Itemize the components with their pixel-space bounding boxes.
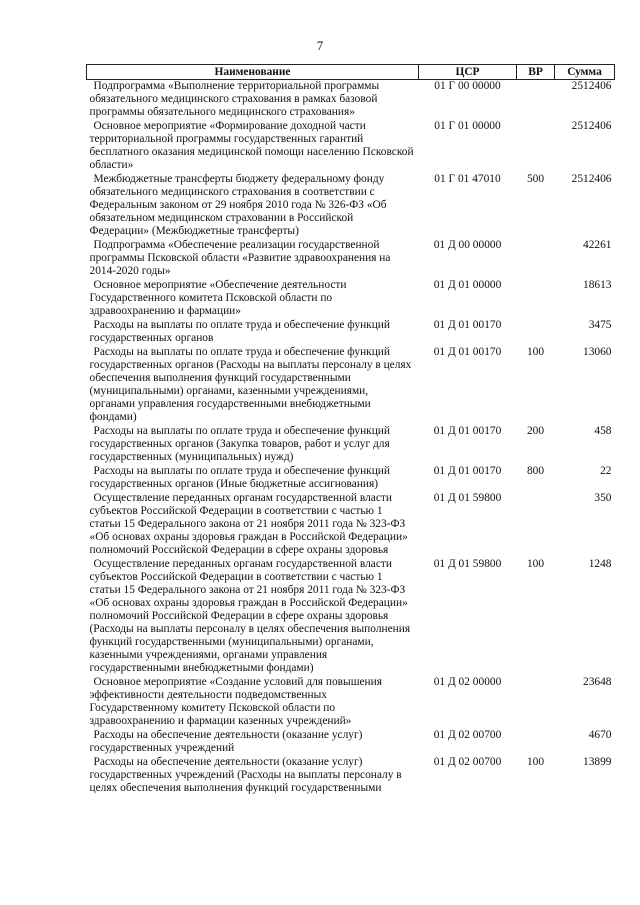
row-csr: 01 Д 01 00170 bbox=[433, 465, 502, 477]
row-csr: 01 Д 01 59800 bbox=[433, 492, 502, 504]
row-name: Основное мероприятие «Формирование доходной части территориальной программы государственных гарантий бесплатного оказания медицинской помощи населению Псковской области» bbox=[89, 120, 414, 171]
row-name: Расходы на обеспечение деятельности (оказание услуг) государственных учреждений (Расходы на выплаты персоналу в целях обеспечения выполнения функций государственными bbox=[89, 756, 402, 794]
row-name: Основное мероприятие «Создание условий для повышения эффективности деятельности подведомственных Государственному комитету Псковской области по здравоохранению и фармации казенных учреждений» bbox=[89, 676, 382, 727]
row-vr: 800 bbox=[526, 465, 545, 477]
table-row bbox=[87, 729, 615, 756]
row-sum: 42261 bbox=[583, 239, 612, 251]
row-name: Подпрограмма «Выполнение территориальной программы обязательного медицинского страхования в рамках базовой программы обязательного медицинского страхования» bbox=[89, 80, 380, 118]
row-sum: 3475 bbox=[588, 319, 612, 331]
row-csr: 01 Д 00 00000 bbox=[433, 239, 502, 251]
row-sum: 2512406 bbox=[571, 173, 612, 185]
table-row bbox=[87, 173, 615, 239]
row-csr: 01 Д 01 00170 bbox=[433, 319, 502, 331]
row-name: Расходы на выплаты по оплате труда и обеспечение функций государственных органов (Иные бюджетные ассигнования) bbox=[89, 465, 390, 490]
row-csr: 01 Д 01 00170 bbox=[433, 425, 502, 437]
row-sum: 1248 bbox=[588, 558, 612, 570]
row-csr: 01 Г 00 00000 bbox=[434, 80, 501, 92]
row-name: Расходы на выплаты по оплате труда и обеспечение функций государственных органов (Расходы на выплаты персоналу в целях обеспечения выполнения функций государственными (муниципальными) органами, казенными учреждениями, органами управления государственными внебюджетными фондами) bbox=[89, 346, 412, 423]
row-vr bbox=[517, 80, 555, 121]
row-vr bbox=[517, 319, 555, 346]
row-vr bbox=[517, 120, 555, 173]
row-vr bbox=[517, 676, 555, 729]
row-name: Межбюджетные трансферты бюджету федеральному фонду обязательного медицинского страхования в соответствии с Федеральным законом от 29 ноября 2010 года № 326-ФЗ «Об обязательном медицинском страховании в Российской Федерации» (Межбюджетные трансферты) bbox=[89, 173, 387, 237]
row-name: Расходы на выплаты по оплате труда и обеспечение функций государственных органов bbox=[89, 319, 390, 344]
row-vr bbox=[517, 279, 555, 319]
row-name: Расходы на выплаты по оплате труда и обеспечение функций государственных органов (Закупка товаров, работ и услуг для государственных (муниципальных) нужд) bbox=[89, 425, 390, 463]
row-sum: 2512406 bbox=[571, 80, 612, 92]
table-row bbox=[87, 492, 615, 558]
row-vr bbox=[517, 239, 555, 279]
row-name: Осуществление переданных органам государственной власти субъектов Российской Федерации в соответствии с частью 1 статьи 15 Федерального закона от 21 ноября 2011 года № 323-ФЗ «Об основах охраны здоровья граждан в Российской Федерации» полномочий Российской Федерации в сфере охраны здоровья bbox=[89, 492, 408, 556]
row-sum: 13899 bbox=[583, 756, 612, 768]
row-csr: 01 Г 01 00000 bbox=[434, 120, 501, 132]
table-row bbox=[87, 239, 615, 279]
row-sum: 350 bbox=[594, 492, 612, 504]
row-sum: 2512406 bbox=[571, 120, 612, 132]
table-row bbox=[87, 319, 615, 346]
row-name: Осуществление переданных органам государственной власти субъектов Российской Федерации в соответствии с частью 1 статьи 15 Федерального закона от 21 ноября 2011 года № 323-ФЗ «Об основах охраны здоровья граждан в Российской Федерации» полномочий Российской Федерации в сфере охраны здоровья (Расходы на выплаты персоналу в целях обеспечения выполнения функций государственными (муниципальными) органами, казенными учреждениями, органами управления государственными внебюджетными фондами) bbox=[89, 558, 411, 674]
table-row bbox=[87, 80, 615, 121]
row-sum: 23648 bbox=[583, 676, 612, 688]
row-name: Основное мероприятие «Обеспечение деятельности Государственного комитета Псковской области по здравоохранению и фармации» bbox=[89, 279, 347, 317]
table-header-row bbox=[87, 65, 615, 80]
budget-table bbox=[86, 64, 615, 796]
header-csr: ЦСР bbox=[419, 65, 517, 80]
row-name: Подпрограмма «Обеспечение реализации государственной программы Псковской области «Развитие здравоохранения на 2014-2020 годы» bbox=[89, 239, 391, 277]
row-name: Расходы на обеспечение деятельности (оказание услуг) государственных учреждений bbox=[89, 729, 363, 754]
row-csr: 01 Д 02 00700 bbox=[433, 729, 502, 741]
row-sum: 13060 bbox=[583, 346, 612, 358]
table-row bbox=[87, 425, 615, 465]
row-csr: 01 Д 01 00170 bbox=[433, 346, 502, 358]
row-vr: 200 bbox=[526, 425, 545, 437]
row-csr: 01 Д 01 59800 bbox=[433, 558, 502, 570]
header-vr: ВР bbox=[517, 65, 555, 80]
row-vr bbox=[517, 492, 555, 558]
header-sum: Сумма bbox=[555, 65, 615, 80]
row-vr: 100 bbox=[526, 756, 545, 768]
row-sum: 22 bbox=[600, 465, 612, 477]
row-vr: 100 bbox=[526, 346, 545, 358]
table-row bbox=[87, 558, 615, 676]
page-number: 7 bbox=[316, 38, 324, 53]
row-sum: 458 bbox=[594, 425, 612, 437]
table-row bbox=[87, 465, 615, 492]
row-sum: 18613 bbox=[583, 279, 612, 291]
header-name: Наименование bbox=[87, 65, 419, 80]
row-csr: 01 Д 02 00000 bbox=[433, 676, 502, 688]
table-row bbox=[87, 346, 615, 425]
row-csr: 01 Д 02 00700 bbox=[433, 756, 502, 768]
row-csr: 01 Г 01 47010 bbox=[434, 173, 501, 185]
row-vr: 500 bbox=[526, 173, 545, 185]
table-row bbox=[87, 756, 615, 796]
table-row bbox=[87, 279, 615, 319]
row-vr: 100 bbox=[526, 558, 545, 570]
table-row bbox=[87, 120, 615, 173]
table-row bbox=[87, 676, 615, 729]
row-csr: 01 Д 01 00000 bbox=[433, 279, 502, 291]
row-sum: 4670 bbox=[588, 729, 612, 741]
row-vr bbox=[517, 729, 555, 756]
